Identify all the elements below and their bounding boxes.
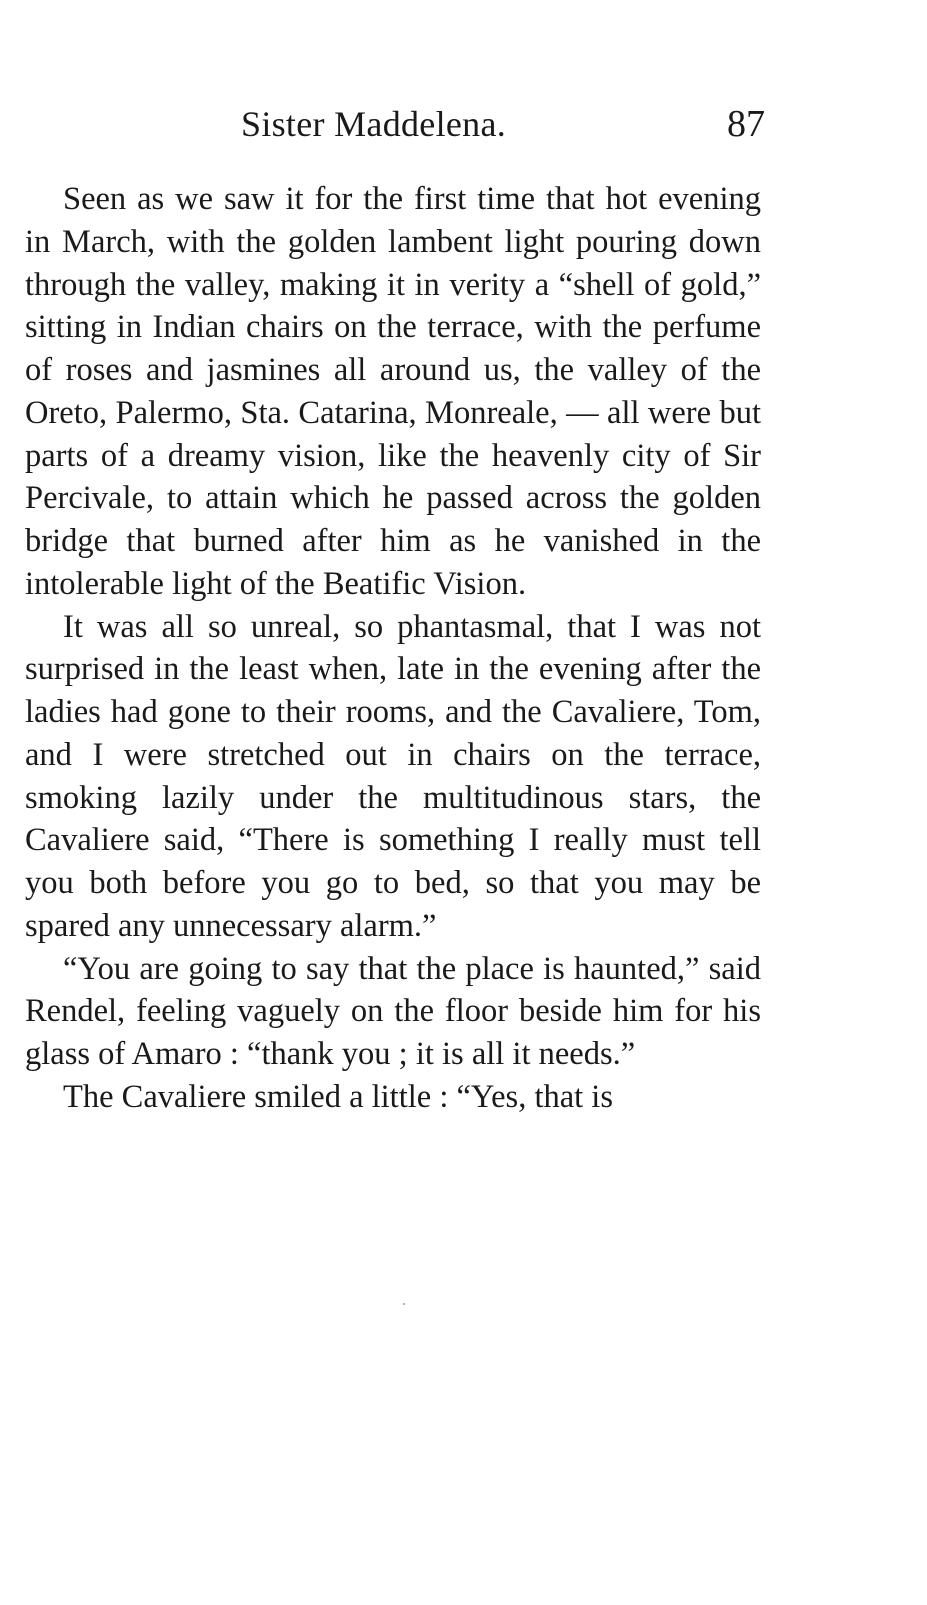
page-number: 87 [727,103,765,145]
print-speck [403,1303,405,1305]
paragraph: “You are going to say that the place is haunted,” said Rendel, feeling vaguely on the floor beside him for his glass of Amaro : “thank you ; it is all it needs.” [25,950,761,1072]
paragraph: The Cavaliere smiled a little : “Yes, that is [63,1078,613,1115]
running-title: Sister Maddelena. [241,104,507,144]
paragraph: Seen as we saw it for the first time that hot evening in March, with the golden lambent light pouring down through the valley, making it in verity a “shell of gold,” sitting in Indian chairs on the terrace, with the perfume of roses and jasmines all around us, the valley of the Oreto, Palermo, Sta. Catarina, Monreale, — all were but parts of a dreamy vision, like the heavenly city of Sir Percivale, to attain which he passed across the golden bridge that burned after him as he vanished in the intolerable light of the Beatific Vision. [25,181,761,602]
running-head [25,98,765,150]
paragraph: It was all so unreal, so phantasmal, that I was not surprised in the least when, late in the evening after the ladies had gone to their rooms, and the Cavaliere, Tom, and I were stretched out in chairs on the terrace, smoking lazily under the multitudinous stars, the Cavaliere said, “There is something I really must tell you both before you go to bed, so that you may be spared any unnecessary alarm.” [25,608,761,944]
body-text [25,178,761,1119]
